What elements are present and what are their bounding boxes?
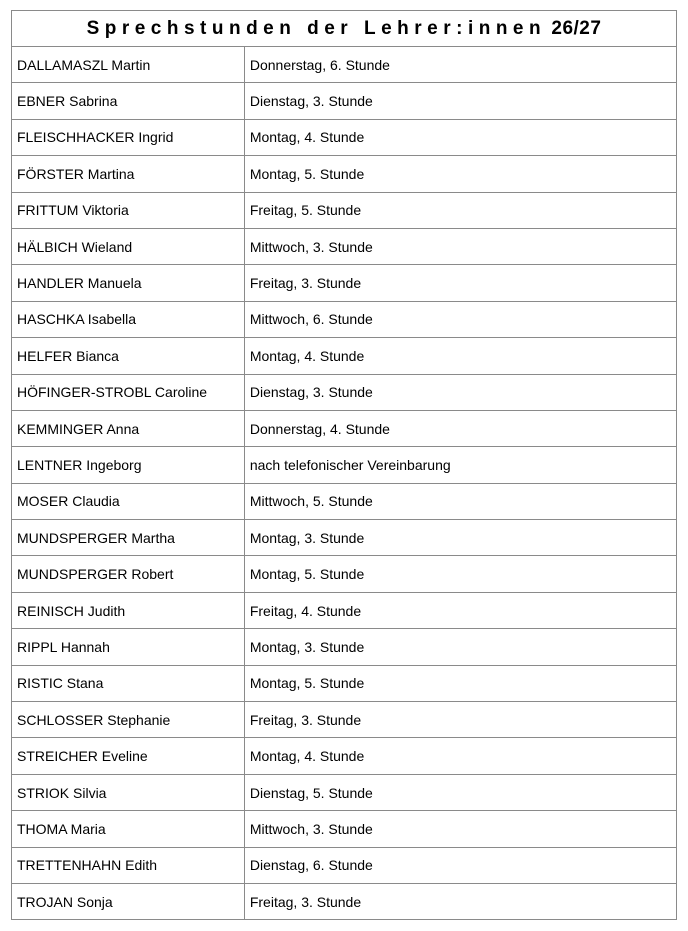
teacher-name-cell: THOMA Maria [12,811,245,847]
teacher-name-cell: RIPPL Hannah [12,629,245,665]
teacher-name-cell: FLEISCHHACKER Ingrid [12,119,245,155]
teacher-name-cell: TRETTENHAHN Edith [12,847,245,883]
table-row [12,338,677,374]
teacher-name-cell: KEMMINGER Anna [12,410,245,446]
office-hour-cell: Montag, 3. Stunde [244,629,676,665]
teacher-name-cell: FRITTUM Viktoria [12,192,245,228]
table-row [12,665,677,701]
table-row [12,629,677,665]
table-row [12,83,677,119]
office-hour-cell: Montag, 4. Stunde [244,119,676,155]
office-hour-cell: Dienstag, 3. Stunde [244,83,676,119]
office-hour-cell: Dienstag, 6. Stunde [244,847,676,883]
table-row [12,811,677,847]
teacher-name-cell: FÖRSTER Martina [12,156,245,192]
teacher-name-cell: HÖFINGER-STROBL Caroline [12,374,245,410]
table-row [12,47,677,83]
title-text: Sprechstunden der Lehrer:innen [86,17,547,39]
office-hour-cell: Montag, 5. Stunde [244,156,676,192]
office-hour-cell: Montag, 5. Stunde [244,665,676,701]
office-hour-cell: Freitag, 3. Stunde [244,883,676,919]
teacher-name-cell: HASCHKA Isabella [12,301,245,337]
teacher-name-cell: REINISCH Judith [12,592,245,628]
table-row [12,883,677,919]
table-row [12,447,677,483]
teacher-name-cell: TROJAN Sonja [12,883,245,919]
table-row [12,483,677,519]
teacher-name-cell: HÄLBICH Wieland [12,228,245,264]
office-hour-cell: Montag, 3. Stunde [244,520,676,556]
table-row [12,119,677,155]
table-row [12,374,677,410]
office-hour-cell: Montag, 4. Stunde [244,738,676,774]
teacher-name-cell: RISTIC Stana [12,665,245,701]
office-hour-cell: Dienstag, 3. Stunde [244,374,676,410]
office-hour-cell: Freitag, 3. Stunde [244,702,676,738]
table-row [12,520,677,556]
office-hour-cell: Mittwoch, 6. Stunde [244,301,676,337]
office-hour-cell: nach telefonischer Vereinbarung [244,447,676,483]
office-hour-cell: Mittwoch, 3. Stunde [244,811,676,847]
office-hour-cell: Freitag, 5. Stunde [244,192,676,228]
table-row [12,592,677,628]
teacher-name-cell: MOSER Claudia [12,483,245,519]
table-row [12,265,677,301]
office-hour-cell: Dienstag, 5. Stunde [244,774,676,810]
office-hour-cell: Montag, 4. Stunde [244,338,676,374]
teacher-name-cell: STREICHER Eveline [12,738,245,774]
office-hour-cell: Mittwoch, 3. Stunde [244,228,676,264]
table-row [12,702,677,738]
table-row [12,556,677,592]
table-row [12,738,677,774]
teacher-name-cell: HANDLER Manuela [12,265,245,301]
table-row [12,301,677,337]
table-row [12,192,677,228]
office-hours-table [11,10,677,920]
teacher-name-cell: SCHLOSSER Stephanie [12,702,245,738]
teacher-name-cell: MUNDSPERGER Robert [12,556,245,592]
teacher-name-cell: MUNDSPERGER Martha [12,520,245,556]
table-row [12,847,677,883]
title-year: 26/27 [551,17,602,39]
office-hour-cell: Freitag, 4. Stunde [244,592,676,628]
office-hour-cell: Montag, 5. Stunde [244,556,676,592]
table-row [12,228,677,264]
teacher-name-cell: HELFER Bianca [12,338,245,374]
office-hour-cell: Mittwoch, 5. Stunde [244,483,676,519]
teacher-name-cell: STRIOK Silvia [12,774,245,810]
office-hour-cell: Donnerstag, 6. Stunde [244,47,676,83]
office-hour-cell: Donnerstag, 4. Stunde [244,410,676,446]
office-hour-cell: Freitag, 3. Stunde [244,265,676,301]
table-row [12,410,677,446]
teacher-name-cell: EBNER Sabrina [12,83,245,119]
page-title [12,11,677,47]
teacher-name-cell: LENTNER Ingeborg [12,447,245,483]
table-row [12,774,677,810]
table-body [12,47,677,920]
teacher-name-cell: DALLAMASZL Martin [12,47,245,83]
table-row [12,156,677,192]
